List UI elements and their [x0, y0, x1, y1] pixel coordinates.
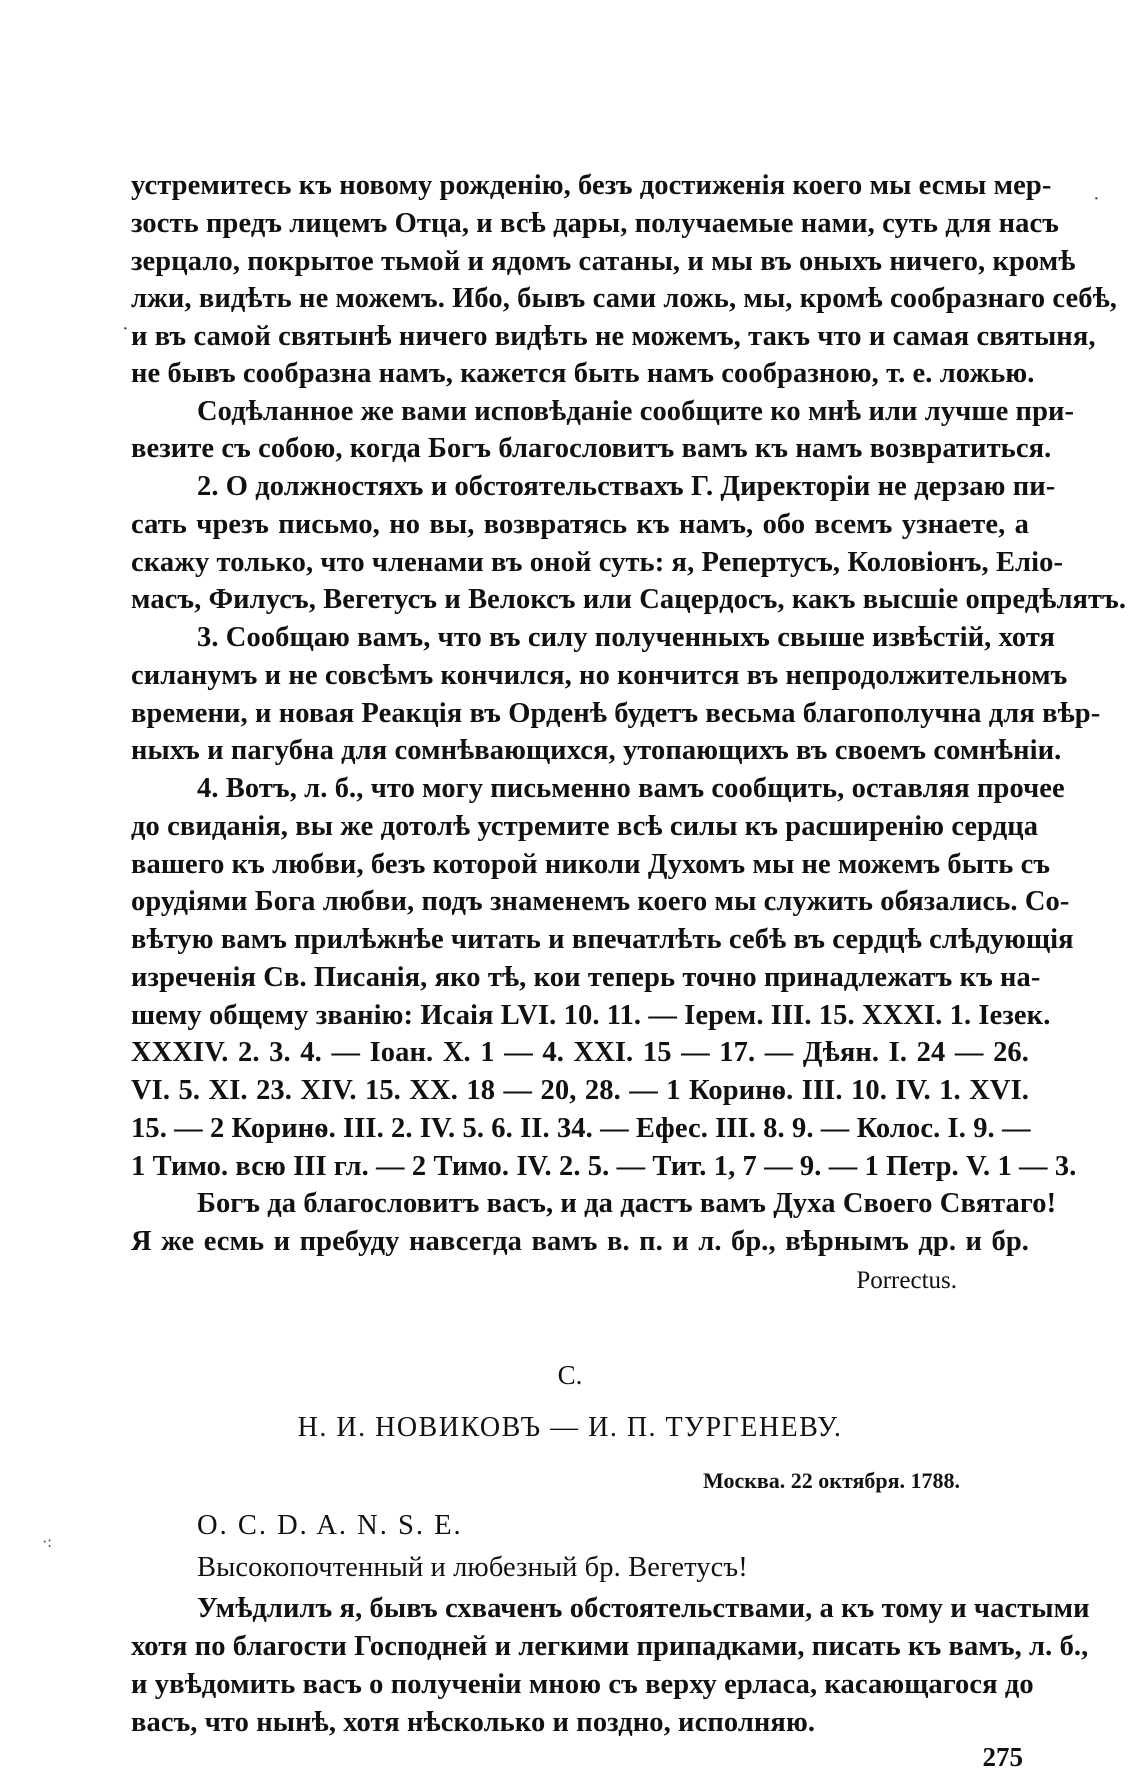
margin-speck-bottom-left: ·: — [42, 1534, 52, 1551]
body-line: до свиданія, вы же дотолѣ устремите всѣ силы къ расширенію сердца — [131, 811, 1039, 842]
body-line: и увѣдомить васъ о полученіи мною съ верху ерласа, касающагося до — [131, 1669, 1034, 1700]
body-line: сать чрезъ письмо, но вы, возвратясь къ намъ, обо всемъ узнаете, а — [131, 509, 1029, 540]
body-line: 4. Вотъ, л. б., что могу письменно вамъ сообщить, оставляя прочее — [197, 773, 1065, 804]
body-line: Содѣланное же вами исповѣданіе сообщите ко мнѣ или лучше при- — [197, 396, 1075, 427]
body-line: 15. — 2 Коринѳ. III. 2. IV. 5. 6. II. 34. — Ефес. III. 8. 9. — Колос. I. 9. — — [131, 1113, 1031, 1144]
body-line: Богъ да благословитъ васъ, и да дастъ вамъ Духа Своего Святаго! — [197, 1188, 1057, 1219]
dateline: Москва. 22 октября. 1788. — [702, 1468, 960, 1493]
letter-label: C. — [557, 1360, 583, 1390]
body-line: зерцало, покрытое тьмой и ядомъ сатаны, и мы въ оныхъ ничего, кромѣ — [131, 246, 1076, 277]
body-line: хотя по благости Господней и легкими припадками, писать къ вамъ, л. б., — [131, 1631, 1089, 1662]
margin-speck-left: · — [122, 318, 129, 340]
salutation-abbrev: O. C. D. A. N. S. E. — [197, 1510, 463, 1541]
body-line: лжи, видѣть не можемъ. Ибо, бывъ сами ложь, мы, кромѣ сообразнаго себѣ, — [131, 283, 1118, 314]
salutation: Высокопочтенный и любезный бр. Вегетусъ! — [197, 1552, 748, 1583]
body-line: вѣтую вамъ прилѣжнѣе читать и впечатлѣть себѣ въ сердцѣ слѣдующія — [131, 924, 1074, 955]
body-line: везите съ собою, когда Богъ благословитъ вамъ къ намъ возвратиться. — [131, 433, 1052, 464]
body-line: устремитесь къ новому рожденію, безъ достиженія коего мы есмы мер- — [131, 170, 1052, 201]
body-line: зость предъ лицемъ Отца, и всѣ дары, получаемые нами, суть для насъ — [131, 208, 1059, 239]
letter-heading: Н. И. НОВИКОВЪ — И. П. ТУРГЕНЕВУ. — [297, 1412, 843, 1443]
body-line: шему общему званію: Исаія LVI. 10. 11. — Iерем. III. 15. XXXI. 1. Iезек. — [131, 1000, 1051, 1031]
body-line: 3. Сообщаю вамъ, что въ силу полученныхъ свыше извѣстій, хотя — [197, 622, 1056, 653]
body-line: ныхъ и пагубна для сомнѣвающихся, утопающихъ въ своемъ сомнѣніи. — [131, 735, 1062, 766]
body-line: 1 Тимо. всю III гл. — 2 Тимо. IV. 2. 5. — Тит. 1, 7 — 9. — 1 Петр. V. 1 — 3. — [131, 1151, 1077, 1182]
body-line: васъ, что нынѣ, хотя нѣсколько и поздно, исполняю. — [131, 1707, 816, 1738]
body-line: орудіями Бога любви, подъ знаменемъ коего мы служить обязались. Со- — [131, 886, 1070, 917]
body-line: Я же есмь и пребуду навсегда вамъ в. п. и л. бр., вѣрнымъ др. и бр. — [131, 1226, 1029, 1257]
body-line: Умѣдлилъ я, бывъ схваченъ обстоятельствами, а къ тому и частыми — [197, 1593, 1090, 1624]
body-line: масъ, Филусъ, Вегетусъ и Велоксъ или Сацердосъ, какъ высшіе опредѣлятъ. — [131, 584, 1127, 615]
page-number: 275 — [982, 1742, 1023, 1772]
body-line: времени, и новая Реакція въ Орденѣ будетъ весьма благополучна для вѣр- — [131, 698, 1101, 729]
body-line: и въ самой святынѣ ничего видѣть не можемъ, такъ что и самая святыня, — [131, 321, 1096, 352]
body-line: изреченія Св. Писанія, яко тѣ, кои теперь точно принадлежатъ къ на- — [131, 962, 1041, 993]
margin-speck-right: · — [1093, 188, 1100, 210]
body-line: скажу только, что членами въ оной суть: я, Репертусъ, Коловіонъ, Еліо- — [131, 547, 1064, 578]
body-line: XXXIV. 2. 3. 4. — Iоан. X. 1 — 4. XXI. 15 — 17. — Дѣян. I. 24 — 26. — [131, 1037, 1029, 1068]
body-line: VI. 5. XI. 23. XIV. 15. XX. 18 — 20, 28. — 1 Коринѳ. III. 10. IV. 1. XVI. — [131, 1075, 1029, 1106]
body-line: вашего къ любви, безъ которой николи Духомъ мы не можемъ быть съ — [131, 849, 1051, 880]
signature: Porrectus. — [856, 1267, 957, 1294]
body-line: не бывъ сообразна намъ, кажется быть намъ сообразною, т. е. ложью. — [131, 358, 1035, 389]
body-line: 2. О должностяхъ и обстоятельствахъ Г. Директоріи не дерзаю пи- — [197, 471, 1056, 502]
body-line: силанумъ и не совсѣмъ кончился, но кончится въ непродолжительномъ — [131, 660, 1068, 691]
